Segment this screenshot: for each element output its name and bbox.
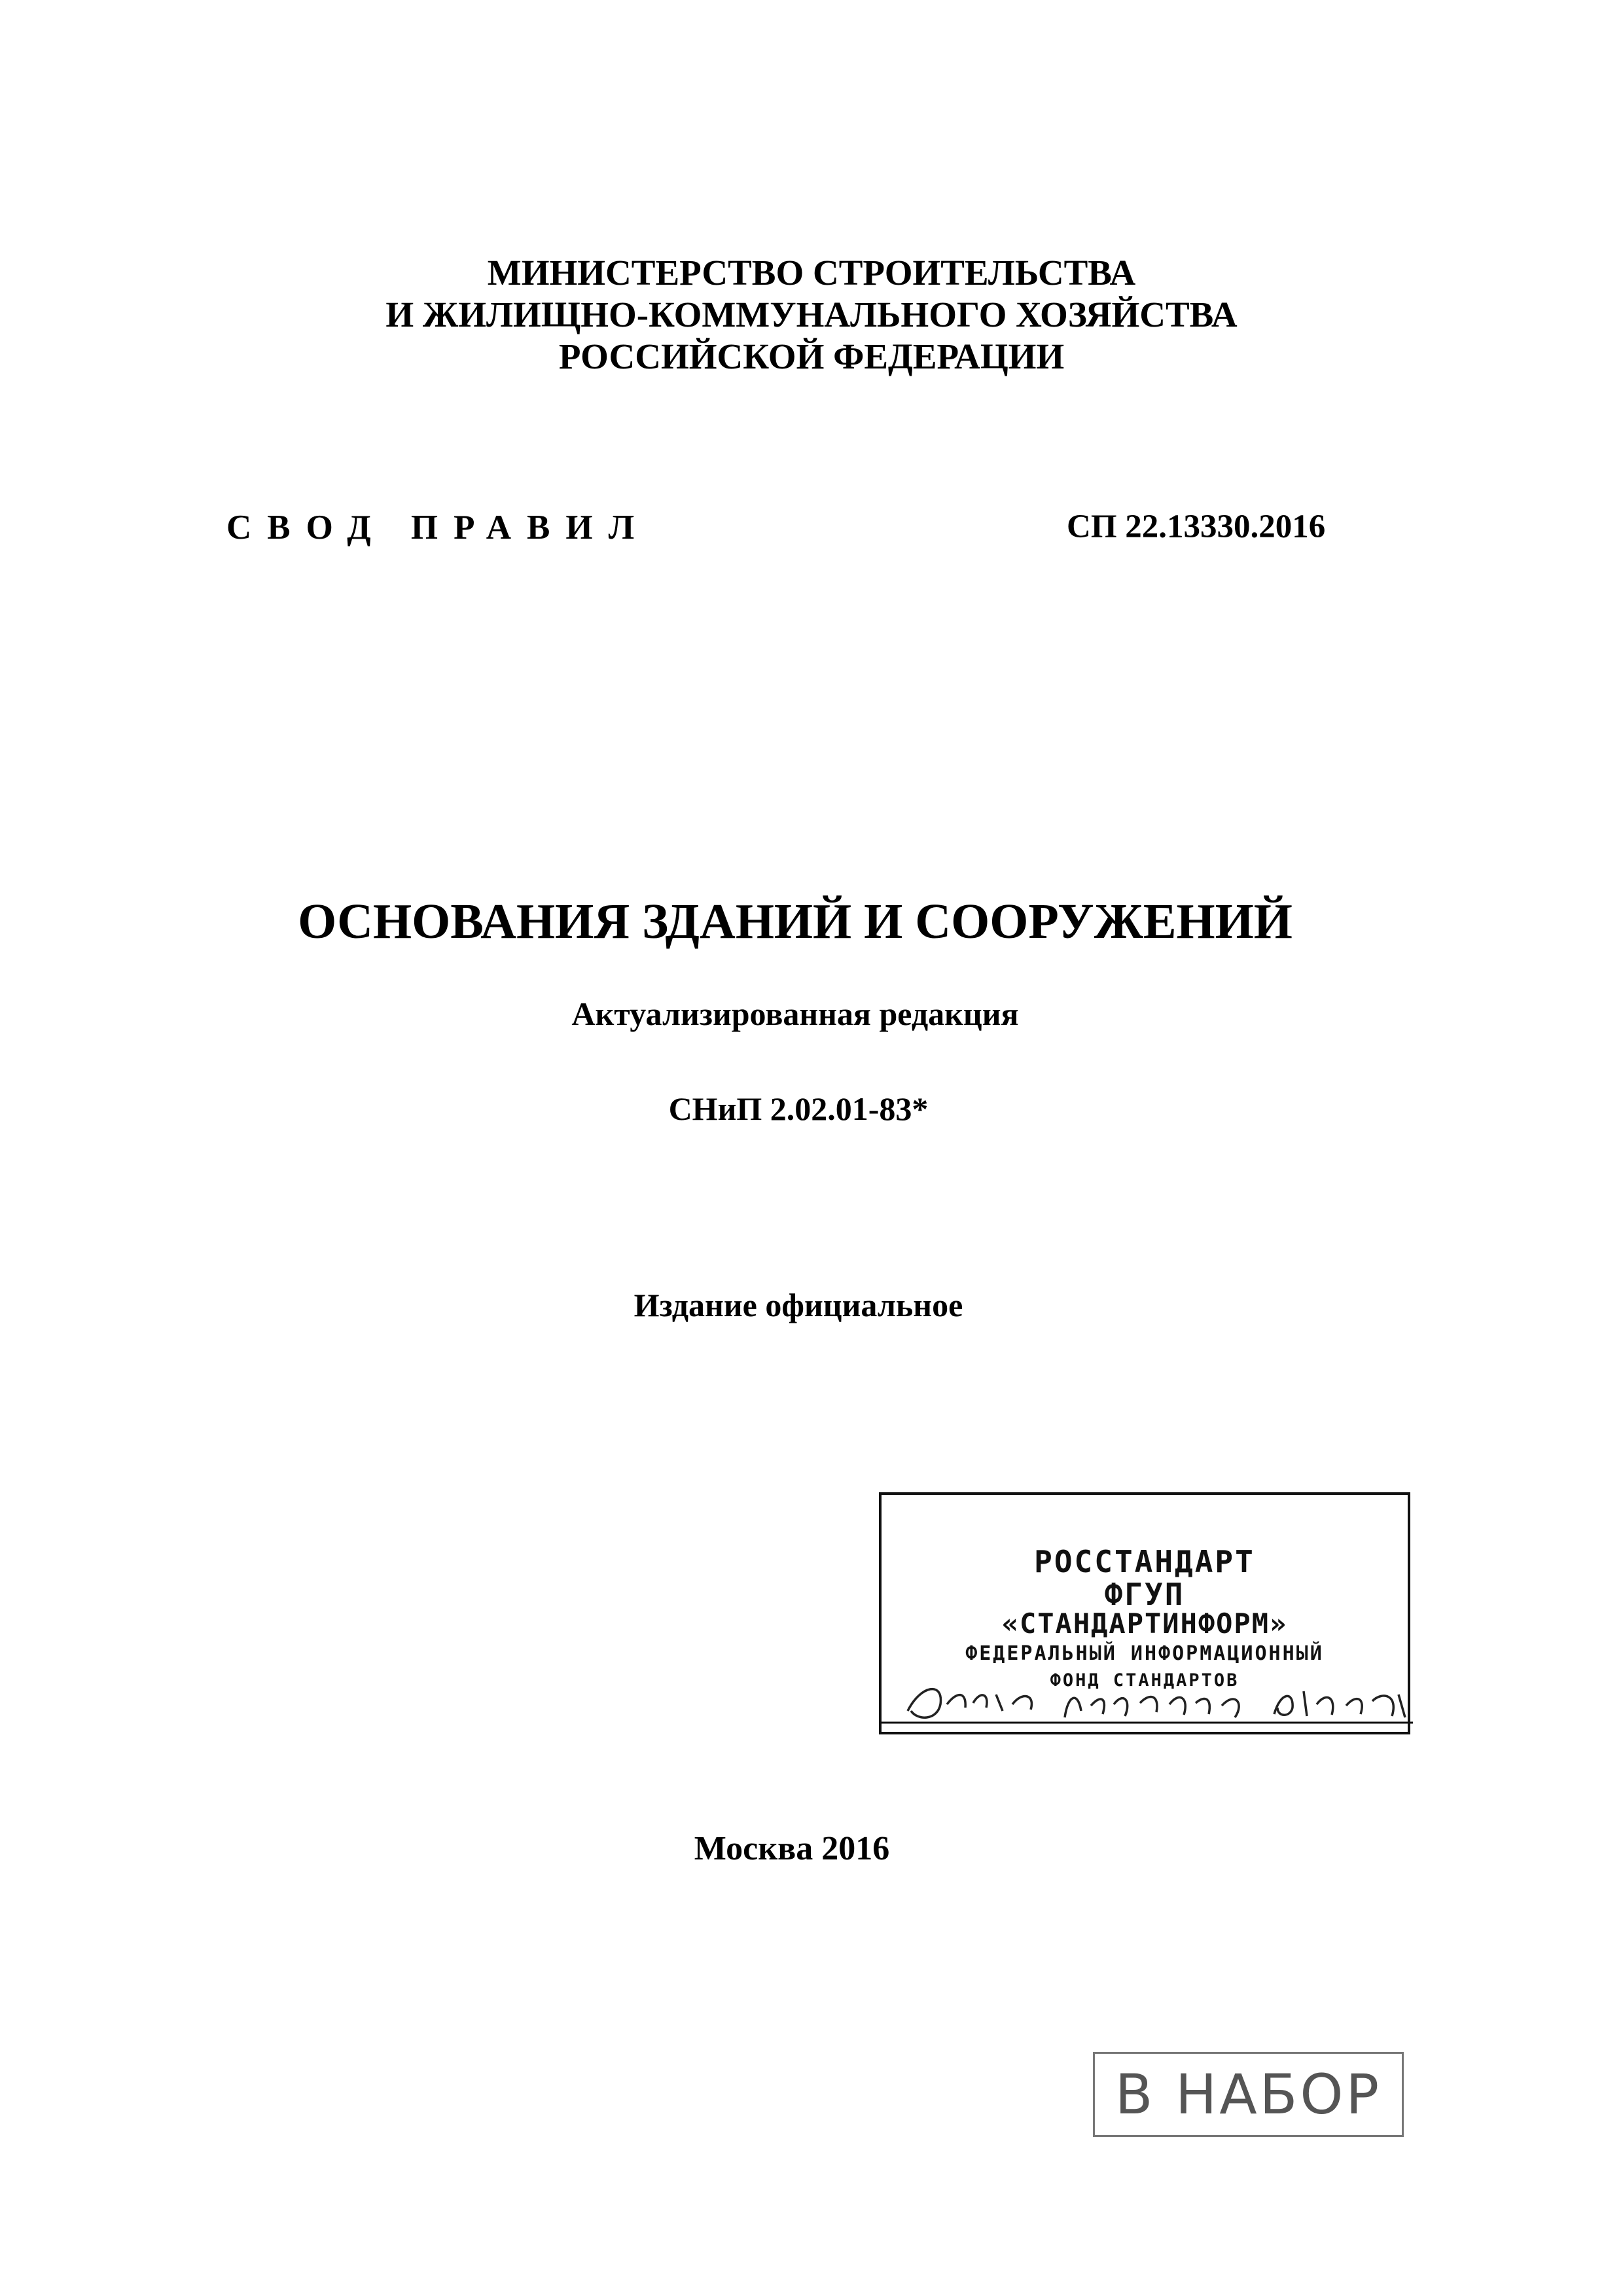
ministry-line-1: МИНИСТЕРСТВО СТРОИТЕЛЬСТВА [487,253,1136,293]
edition-note: Издание официальное [633,1287,963,1323]
stamp-line-4: ФЕДЕРАЛЬНЫЙ ИНФОРМАЦИОННЫЙ [965,1642,1324,1665]
nabor-stamp: В НАБОР [1093,2052,1404,2137]
handwritten-registration-date [882,1495,1413,1737]
stamp-line-3: «СТАНДАРТИНФОРМ» [1001,1607,1288,1640]
city-year: Москва 2016 [694,1830,890,1867]
snip-reference: СНиП 2.02.01-83* [668,1090,929,1127]
ministry-header [0,252,1623,378]
document-title: ОСНОВАНИЯ ЗДАНИЙ И СООРУЖЕНИЙ [298,894,1293,949]
ministry-line-2: И ЖИЛИЩНО-КОММУНАЛЬНОГО ХОЗЯЙСТВА [385,295,1238,334]
stamp-line-1: РОССТАНДАРТ [1034,1544,1255,1579]
document-code: СП 22.13330.2016 [1067,509,1326,545]
stamp-line-5: ФОНД СТАНДАРТОВ [1050,1670,1240,1691]
document-type: СВОД ПРАВИЛ [226,509,651,547]
stamp-line-2: ФГУП [1104,1577,1185,1612]
registration-stamp [879,1492,1410,1734]
ministry-line-3: РОССИЙСКОЙ ФЕДЕРАЦИИ [558,336,1065,376]
document-subtitle: Актуализированная редакция [571,996,1019,1032]
